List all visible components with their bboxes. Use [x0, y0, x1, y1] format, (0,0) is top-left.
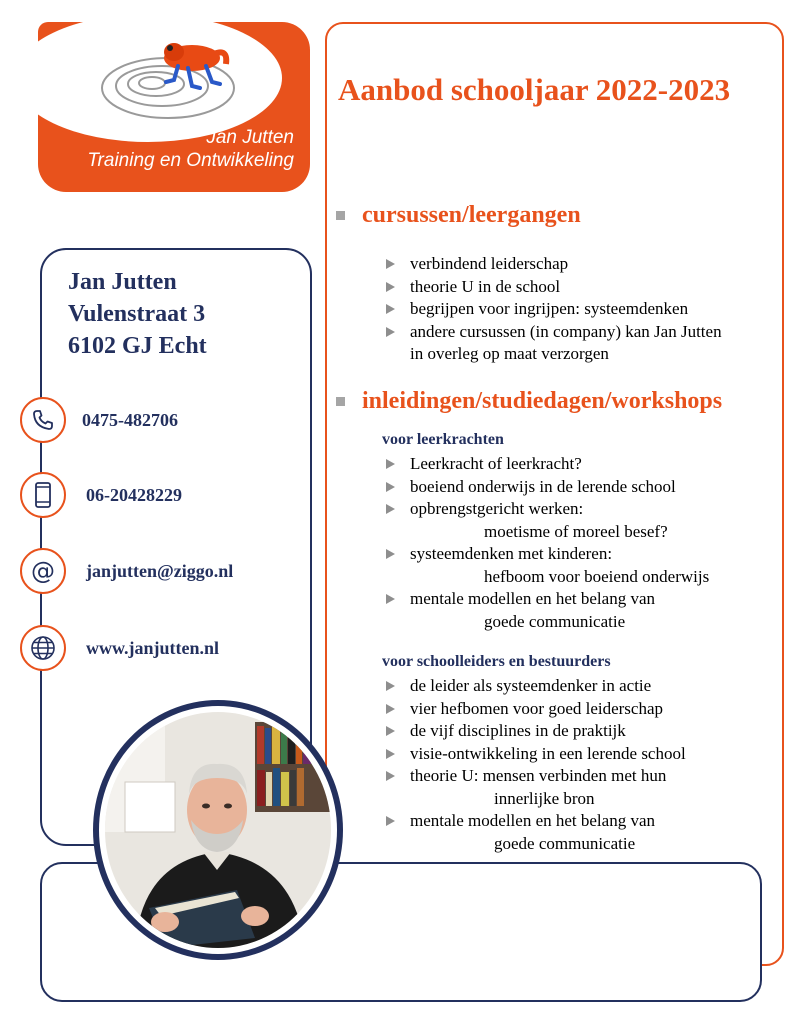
list-item: theorie U: mensen verbinden met hun innerlijke bron: [384, 765, 686, 810]
list-item: vier hefbomen voor goed leiderschap: [384, 698, 686, 721]
list-item: visie-ontwikkeling in een lerende school: [384, 743, 686, 766]
globe-icon: [20, 625, 66, 671]
list-item: verbindend leiderschap: [384, 253, 722, 276]
teachers-subheading: voor leerkrachten: [382, 431, 504, 448]
list-item: systeemdenken met kinderen: hefboom voor boeiend onderwijs: [384, 543, 709, 588]
contact-name: Jan Jutten: [68, 269, 177, 295]
website-row: [20, 625, 219, 671]
list-item: boeiend onderwijs in de lerende school: [384, 476, 709, 499]
mobile-row: [20, 472, 182, 518]
logo-text: [87, 126, 294, 172]
square-bullet-icon: [336, 397, 345, 406]
phone-row: [20, 397, 178, 443]
list-item: theorie U in de school: [384, 276, 722, 299]
list-item: Leerkracht of leerkracht?: [384, 453, 709, 476]
courses-heading-text: cursussen/leergangen: [362, 202, 581, 228]
list-item: begrijpen voor ingrijpen: systeemdenken: [384, 298, 722, 321]
contact-city: 6102 GJ Echt: [68, 333, 207, 359]
courses-heading: [336, 202, 581, 229]
brand-name: Jan Jutten: [206, 127, 294, 148]
mobile-icon: [20, 472, 66, 518]
list-item: de vijf disciplines in de praktijk: [384, 720, 686, 743]
frog-logo-icon: [96, 28, 246, 126]
phone-number[interactable]: 0475-482706: [82, 409, 178, 430]
list-item: de leider als systeemdenker in actie: [384, 675, 686, 698]
logo-block: [38, 22, 310, 192]
leaders-subheading: voor schoolleiders en bestuurders: [382, 653, 611, 670]
workshops-heading: [336, 388, 722, 415]
courses-list: [384, 253, 722, 366]
offer-title: Aanbod schooljaar 2022-2023: [338, 72, 731, 107]
list-item: andere cursussen (in company) kan Jan Jutten in overleg op maat verzorgen: [384, 321, 722, 366]
portrait-photo: [93, 700, 343, 960]
at-icon: @: [20, 548, 66, 594]
contact-street: Vulenstraat 3: [68, 301, 206, 327]
address-block: [68, 266, 207, 362]
teachers-list: [384, 453, 709, 633]
mobile-number[interactable]: 06-20428229: [86, 484, 182, 505]
workshops-heading-text: inleidingen/studiedagen/workshops: [362, 388, 723, 414]
portrait-image: [105, 712, 331, 948]
email-address[interactable]: janjutten@ziggo.nl: [86, 560, 234, 581]
list-item: mentale modellen en het belang van goede communicatie: [384, 588, 709, 633]
phone-icon: [20, 397, 66, 443]
website-url[interactable]: www.janjutten.nl: [86, 637, 220, 658]
email-row: [20, 548, 233, 594]
square-bullet-icon: [336, 211, 345, 220]
list-item: mentale modellen en het belang van goede communicatie: [384, 810, 686, 855]
brand-tagline: Training en Ontwikkeling: [87, 150, 294, 171]
list-item: opbrengstgericht werken: moetisme of moreel besef?: [384, 498, 709, 543]
leaders-list: [384, 675, 686, 855]
